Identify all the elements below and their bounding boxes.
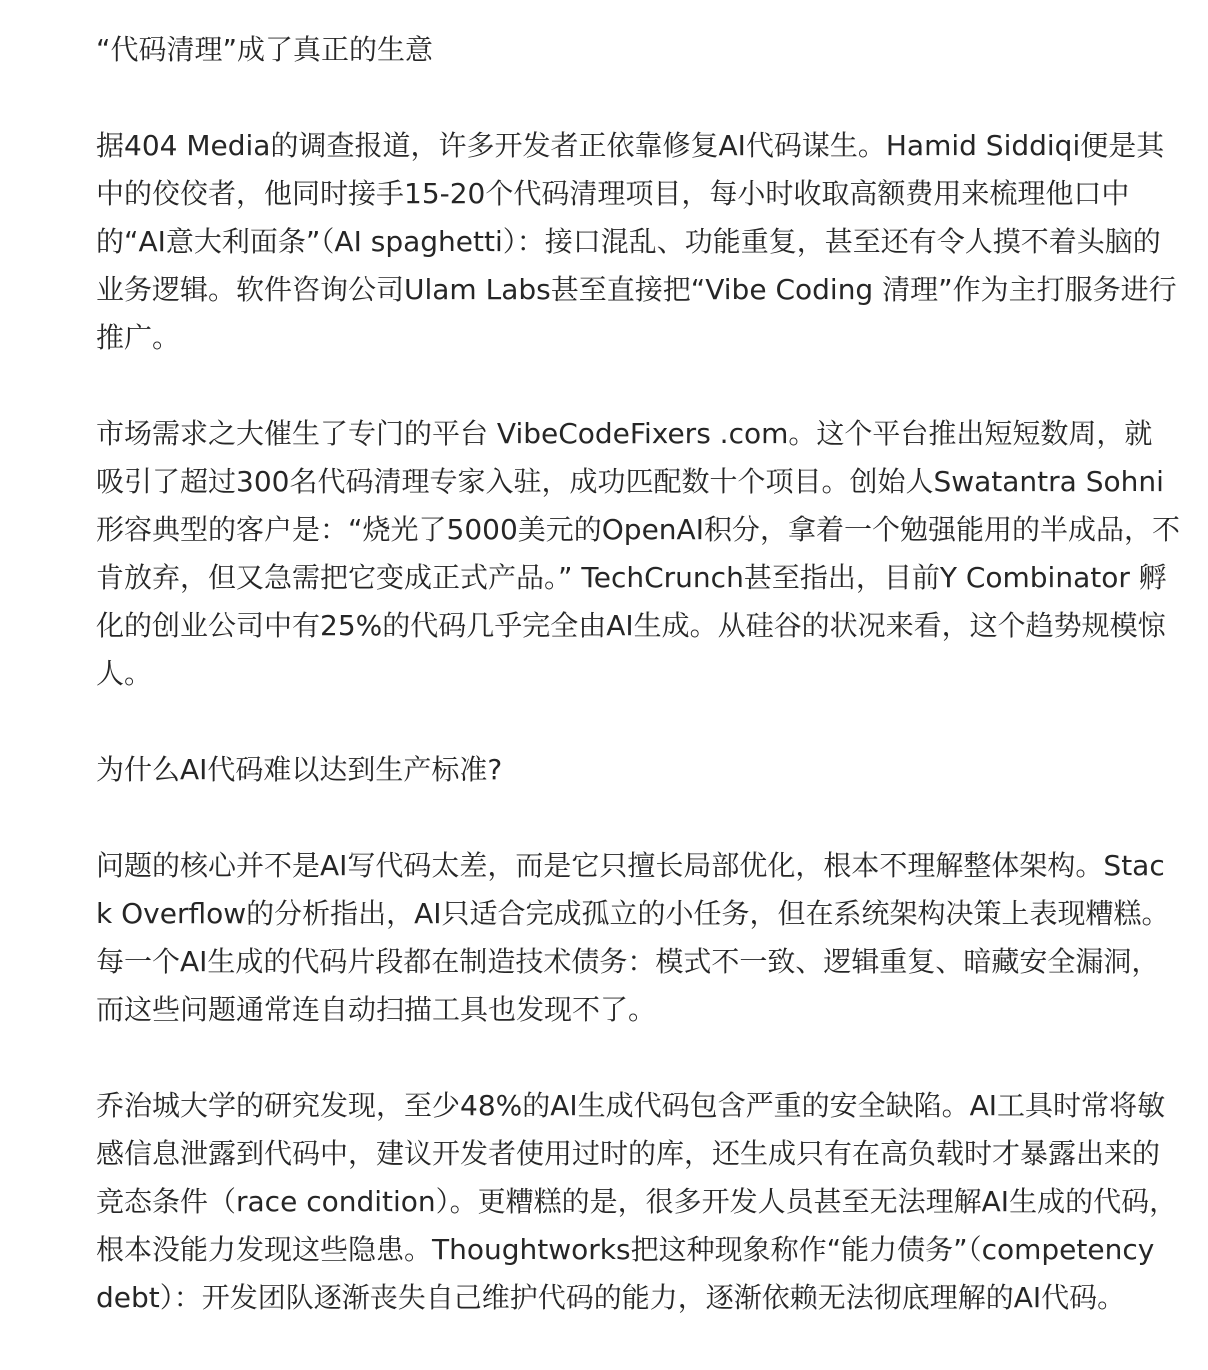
paragraph-404-media: 据404 Media的调查报道，许多开发者正依靠修复AI代码谋生。Hamid Siddiqi便是其中的佼佼者，他同时接手15-20个代码清理项目，每小时收取高额费用来梳理他口中的“AI意大利面条”（AI spaghetti）：接口混乱、功能重复，甚至还有令人摸不着头脑的业务逻辑。软件咨询公司Ulam Labs甚至直接把“Vibe Coding 清理”作为主打服务进行推广。 — [96, 129, 1177, 354]
section-heading-why-ai-code: 为什么AI代码难以达到生产标准? — [96, 753, 503, 786]
paragraph-core-problem: 问题的核心并不是AI写代码太差，而是它只擅长局部优化，根本不理解整体架构。Stack Overflow的分析指出，AI只适合完成孤立的小任务，但在系统架构决策上表现糟糕。每一个AI生成的代码片段都在制造技术债务：模式不一致、逻辑重复、暗藏安全漏洞，而这些问题通常连自动扫描工具也发现不了。 — [96, 849, 1170, 1026]
paragraph-vibecodefixers: 市场需求之大催生了专门的平台 VibeCodeFixers .com。这个平台推出短短数周，就吸引了超过300名代码清理专家入驻，成功匹配数十个项目。创始人Swatantra Sohni形容典型的客户是：“烧光了5000美元的OpenAI积分，拿着一个勉强能用的半成品，不肯放弃，但又急需把它变成正式产品。” TechCrunch甚至指出，目前Y Combinator 孵化的创业公司中有25%的代码几乎完全由AI生成。从硅谷的状况来看，这个趋势规模惊人。 — [96, 417, 1180, 690]
paragraph-georgetown-study: 乔治城大学的研究发现，至少48%的AI生成代码包含严重的安全缺陷。AI工具时常将敏感信息泄露到代码中，建议开发者使用过时的库，还生成只有在高负载时才暴露出来的竞态条件（race condition）。更糟糕的是，很多开发人员甚至无法理解AI生成的代码，根本没能力发现这些隐患。Thoughtworks把这种现象称作“能力债务”（competency debt）：开发团队逐渐丧失自己维护代码的能力，逐渐依赖无法彻底理解的AI代码。 — [96, 1089, 1178, 1314]
section-heading-code-cleanup: “代码清理”成了真正的生意 — [96, 33, 434, 66]
article-body — [96, 26, 1180, 1370]
